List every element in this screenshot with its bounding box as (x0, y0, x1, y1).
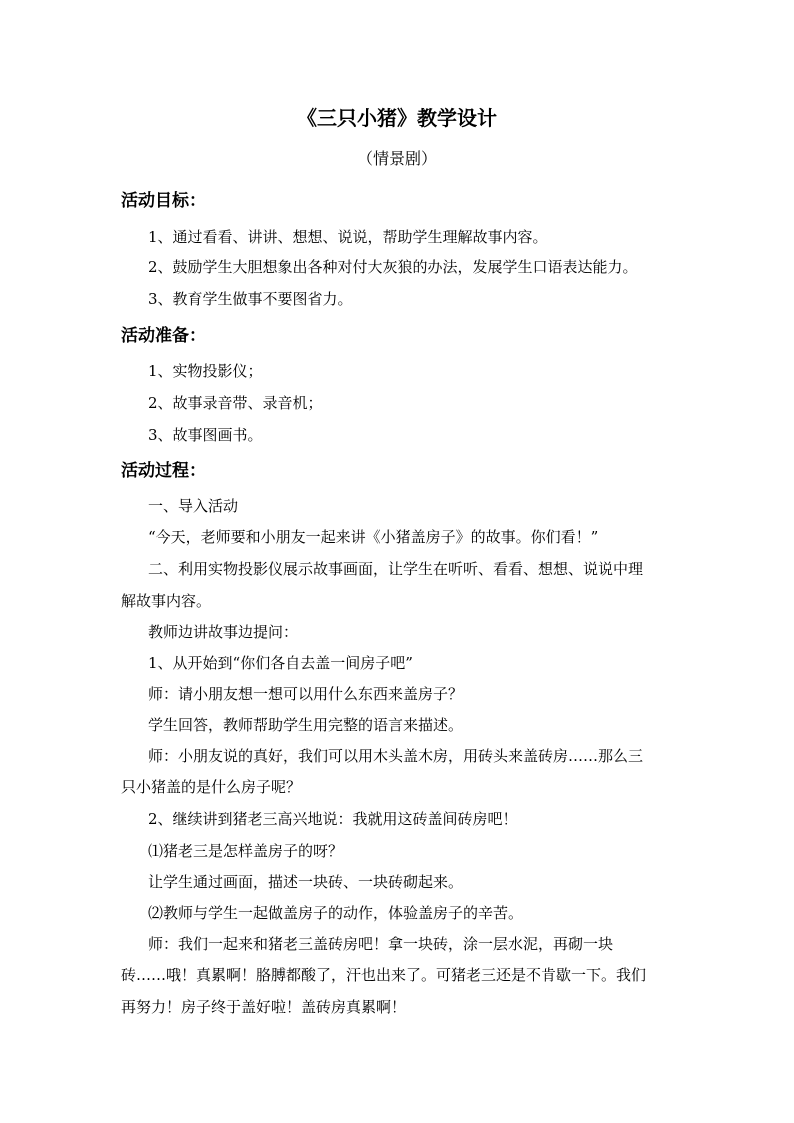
goal-item: 1、通过看看、讲讲、想想、说说，帮助学生理解故事内容。 (148, 228, 548, 246)
prep-item: 1、实物投影仪； (148, 362, 263, 380)
process-line: 师：我们一起来和猪老三盖砖房吧！拿一块砖，涂一层水泥，再砌一块 (148, 935, 614, 953)
section-heading-goals: 活动目标： (121, 191, 206, 211)
process-line: 解故事内容。 (121, 592, 212, 610)
document-title: 《三只小猪》教学设计 (297, 106, 497, 130)
process-line: ⑵教师与学生一起做盖房子的动作，体验盖房子的辛苦。 (148, 904, 524, 922)
process-line: 师：请小朋友想一想可以用什么东西来盖房子？ (148, 685, 464, 703)
goal-item: 2、鼓励学生大胆想象出各种对付大灰狼的办法，发展学生口语表达能力。 (148, 258, 638, 276)
process-line: 学生回答，教师帮助学生用完整的语言来描述。 (148, 716, 464, 734)
process-line: 一、导入活动 (148, 497, 239, 515)
process-line: 教师边讲故事边提问： (148, 623, 299, 641)
section-heading-prep: 活动准备： (121, 326, 206, 346)
document-subtitle: （情景剧） (356, 149, 437, 168)
prep-item: 3、故事图画书。 (148, 426, 263, 444)
process-line: 砖……哦！真累啊！胳膊都酸了，汗也出来了。可猪老三还是不肯歇一下。我们 (121, 966, 647, 984)
process-line: 1、从开始到“你们各自去盖一间房子吧” (148, 654, 413, 672)
prep-item: 2、故事录音带、录音机； (148, 394, 323, 412)
process-line: 再努力！房子终于盖好啦！盖砖房真累啊！ (121, 998, 407, 1016)
goal-item: 3、教育学生做事不要图省力。 (148, 290, 353, 308)
process-line: 师：小朋友说的真好，我们可以用木头盖木房，用砖头来盖砖房……那么三 (148, 747, 644, 765)
section-heading-process: 活动过程： (121, 461, 206, 481)
process-line: ⑴猪老三是怎样盖房子的呀？ (148, 842, 344, 860)
process-line: 让学生通过画面，描述一块砖、一块砖砌起来。 (148, 873, 464, 891)
process-line: 二、利用实物投影仪展示故事画面，让学生在听听、看看、想想、说说中理 (148, 560, 644, 578)
process-line: 2、继续讲到猪老三高兴地说：我就用这砖盖间砖房吧！ (148, 810, 518, 828)
process-line: “今天，老师要和小朋友一起来讲《小猪盖房子》的故事。你们看！” (148, 528, 599, 546)
process-line: 只小猪盖的是什么房子呢？ (121, 778, 302, 796)
